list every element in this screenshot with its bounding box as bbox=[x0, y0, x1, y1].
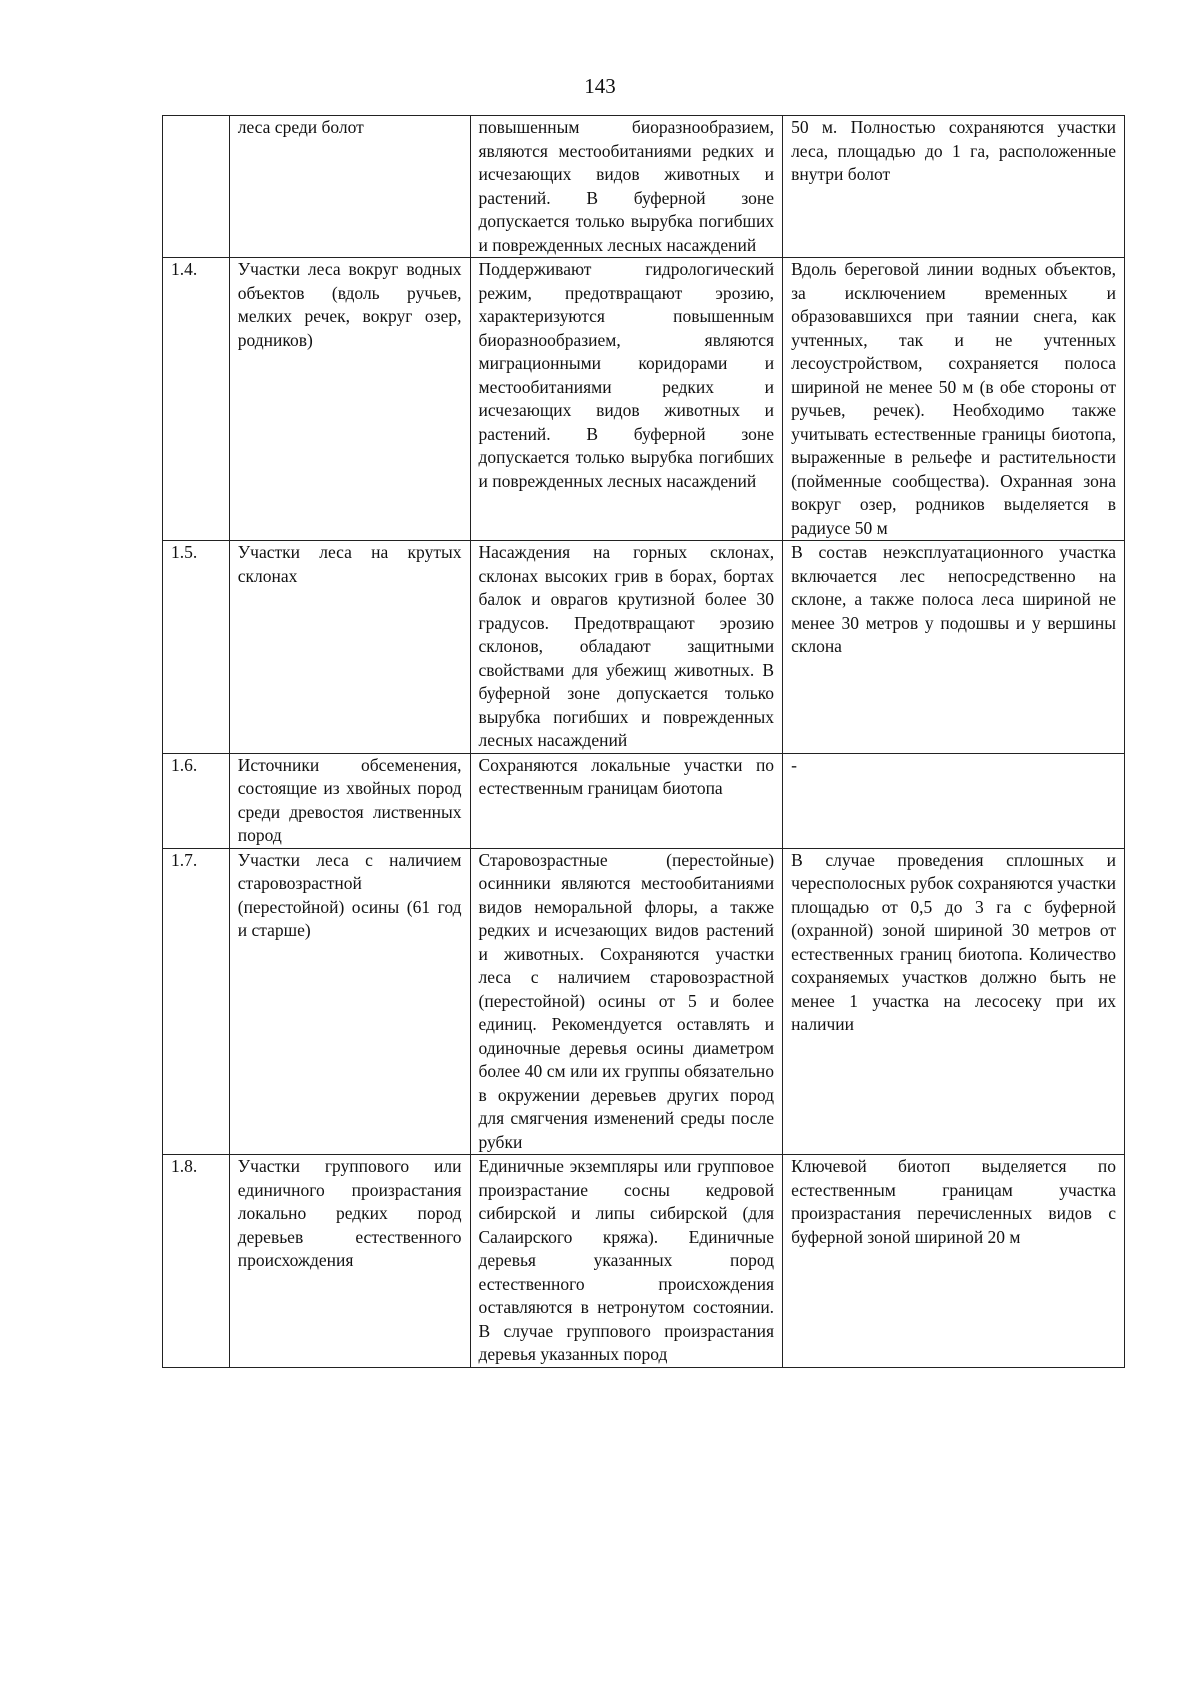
row-number: 1.6. bbox=[163, 753, 230, 848]
row-number: 1.8. bbox=[163, 1155, 230, 1368]
biotope-description: Единичные экземпляры или групповое произрастание сосны кедровой сибирской и липы сибирской (для Салаирского кряжа). Единичные деревья указанных пород естественного происхождения оставляются в нетронутом состоянии. В случае группового произрастания деревья указанных пород bbox=[470, 1155, 783, 1368]
biotope-description: Насаждения на горных склонах, склонах высоких грив в борах, бортах балок и оврагов крутизной более 30 градусов. Предотвращают эрозию склонов, обладают защитными свойствами для убежищ животных. В буферной зоне допускается только вырубка погибших и поврежденных лесных насаждений bbox=[470, 541, 783, 754]
biotope-description: Поддерживают гидрологический режим, предотвращают эрозию, характеризуются повышенным биоразнообразием, являются миграционными коридорами и местообитаниями редких и исчезающих видов животных и растений. В буферной зоне допускается только вырубка погибших и поврежденных лесных насаждений bbox=[470, 258, 783, 541]
biotope-name: леса среди болот bbox=[229, 116, 470, 258]
page-number: 143 bbox=[584, 74, 616, 98]
biotope-table bbox=[162, 115, 1125, 1368]
biotope-name: Источники обсеменения, состоящие из хвойных пород среди древостоя лиственных пород bbox=[229, 753, 470, 848]
biotope-description: Старовозрастные (перестойные) осинники являются местообитаниями видов неморальной флоры, а также редких и исчезающих видов растений и животных. Сохраняются участки леса с наличием старовозрастной (перестойной) осины от 5 и более единиц. Рекомендуется оставлять и одиночные деревья осины диаметром более 40 см или их группы обязательно в окружении деревьев других пород для смягчения изменений среды после рубки bbox=[470, 848, 783, 1155]
biotope-description: повышенным биоразнообразием, являются местообитаниями редких и исчезающих видов животных и растений. В буферной зоне допускается только вырубка погибших и поврежденных лесных насаждений bbox=[470, 116, 783, 258]
preservation-rule: Вдоль береговой линии водных объектов, за исключением временных и образовавшихся при таянии снега, как учтенных, так и не учтенных лесоустройством, сохраняется полоса шириной не менее 50 м (в обе стороны от ручьев, речек). Необходимо также учитывать естественные границы биотопа, выраженные в рельефе и растительности (пойменные сообщества). Охранная зона вокруг озер, родников выделяется в радиусе 50 м bbox=[783, 258, 1125, 541]
preservation-rule: 50 м. Полностью сохраняются участки леса, площадью до 1 га, расположенные внутри болот bbox=[783, 116, 1125, 258]
biotope-name: Участки группового или единичного произрастания локально редких пород деревьев естественного происхождения bbox=[229, 1155, 470, 1368]
row-number: 1.7. bbox=[163, 848, 230, 1155]
table-row bbox=[163, 753, 1125, 848]
row-number: 1.5. bbox=[163, 541, 230, 754]
preservation-rule: В случае проведения сплошных и чересполосных рубок сохраняются участки площадью от 0,5 до 3 га с буферной (охранной) зоной шириной 30 метров от естественных границ биотопа. Количество сохраняемых участков должно быть не менее 1 участка на лесосеку при их наличии bbox=[783, 848, 1125, 1155]
preservation-rule: - bbox=[783, 753, 1125, 848]
biotope-name: Участки леса вокруг водных объектов (вдоль ручьев, мелких речек, вокруг озер, родников) bbox=[229, 258, 470, 541]
table-row bbox=[163, 1155, 1125, 1368]
preservation-rule: Ключевой биотоп выделяется по естественным границам участка произрастания перечисленных видов с буферной зоной шириной 20 м bbox=[783, 1155, 1125, 1368]
row-number bbox=[163, 116, 230, 258]
biotope-name: Участки леса на крутых склонах bbox=[229, 541, 470, 754]
table-row bbox=[163, 258, 1125, 541]
biotope-description: Сохраняются локальные участки по естественным границам биотопа bbox=[470, 753, 783, 848]
table-row bbox=[163, 541, 1125, 754]
preservation-rule: В состав неэксплуатационного участка включается лес непосредственно на склоне, а также полоса леса шириной не менее 30 метров у подошвы и у вершины склона bbox=[783, 541, 1125, 754]
table-row bbox=[163, 116, 1125, 258]
row-number: 1.4. bbox=[163, 258, 230, 541]
table-row bbox=[163, 848, 1125, 1155]
biotope-name: Участки леса с наличием старовозрастной (перестойной) осины (61 год и старше) bbox=[229, 848, 470, 1155]
